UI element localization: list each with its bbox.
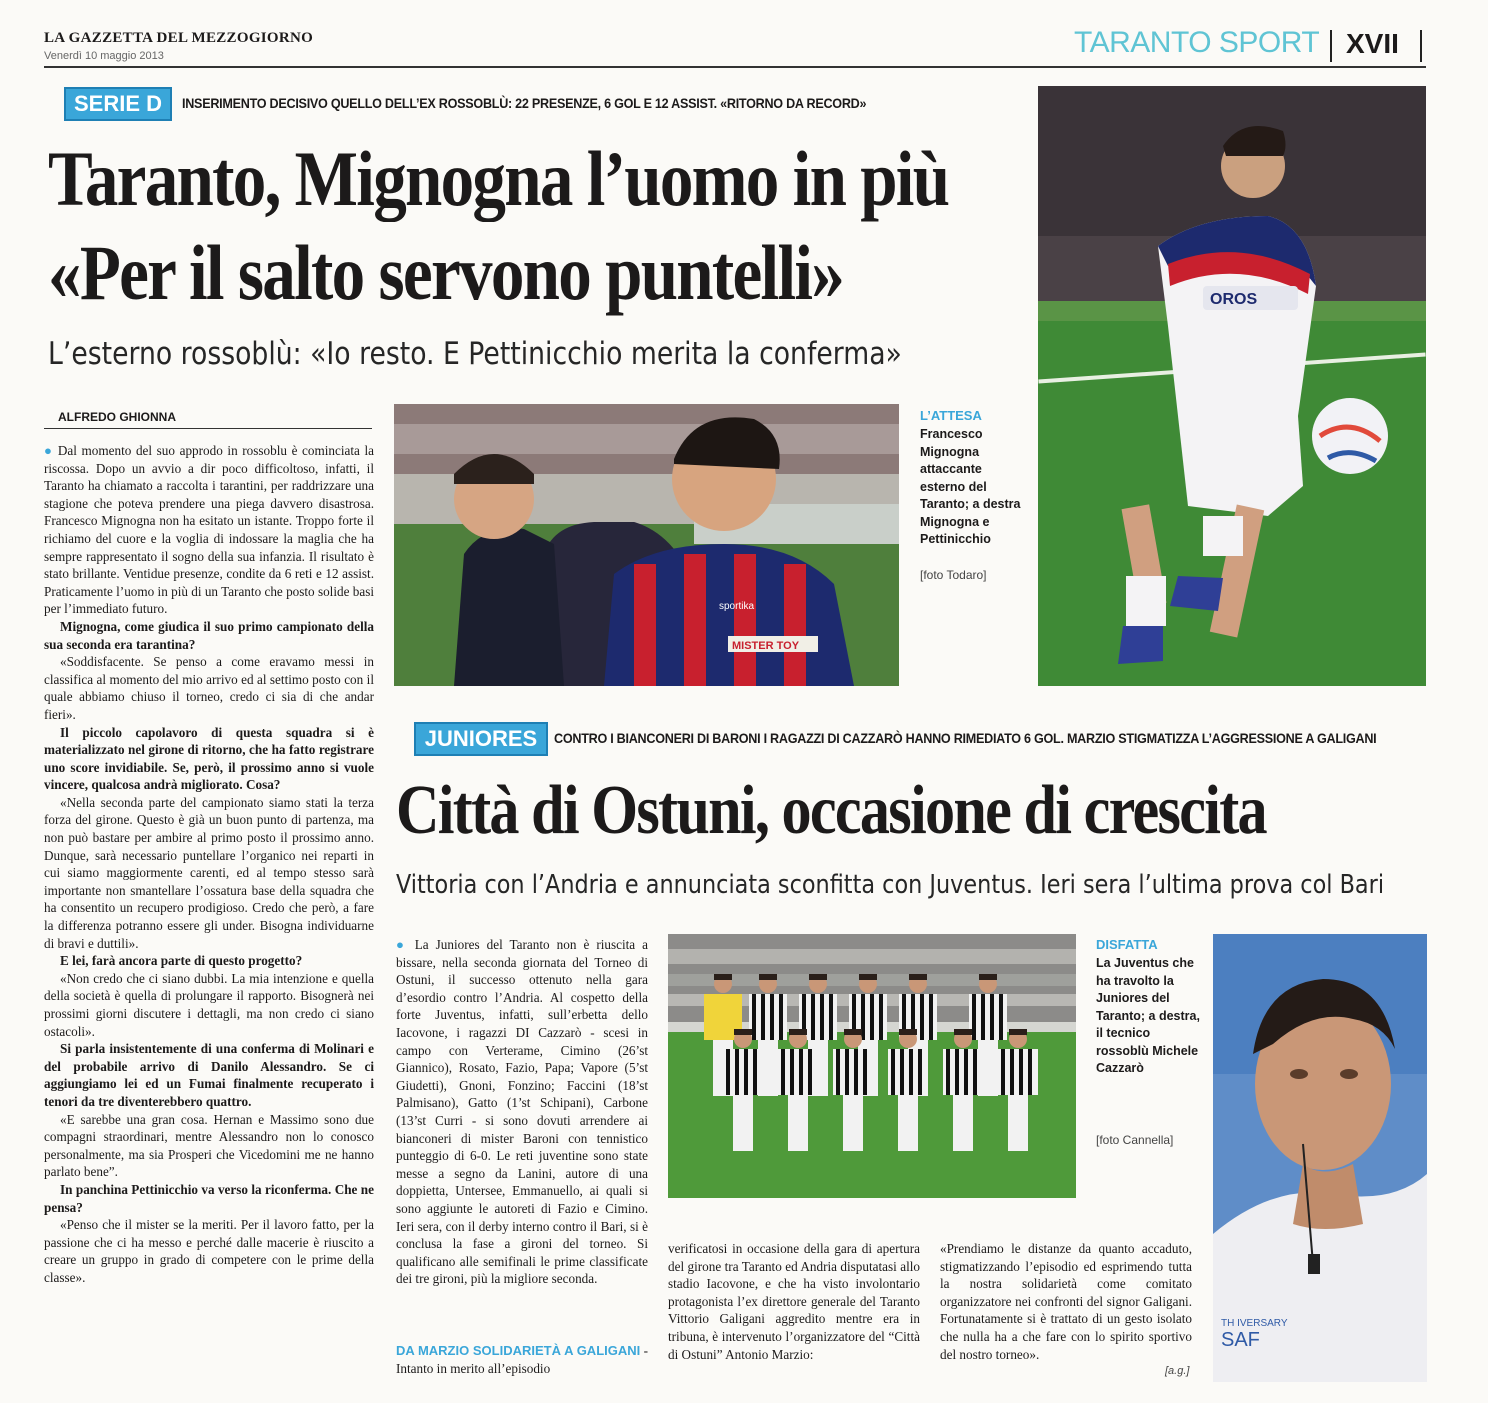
article-body [396, 936, 648, 1288]
bullet-icon: ● [44, 443, 58, 458]
photo-juventus-team [668, 934, 1076, 1198]
body-text: «Nella seconda parte del campionato siamo stati la terza forza del girone. Questo è già un buon punto di partenza, ma non può bastare per ambire al primo posto il prossimo anno. Dunque, sarà necessario puntellare l’organico nei reparti in cui siamo maggiormente carenti, ed al tempo stesso sarà importante non smantellare l’ossatura base della squadra che ha consentito un recupero prodigioso. Credo che però, a fare la differenza potranno essere gli under. Bisogna individuarne di bravi e duttili». [44, 794, 374, 951]
caption-text: La Juventus che ha travolto la Juniores del Taranto; a destra, il tecnico rossoblù Michele Cazzarò [1096, 956, 1200, 1075]
article-body: verificatosi in occasione della gara di apertura del girone tra Taranto ed Andria disputatasi allo stadio Iacovone, e che ha visto involontario protagonista l’ex direttore generale del Taranto Vittorio Galigani aggredito mentre era in tribuna, è intervenuto l’organizzatore del “Città di Ostuni” Antonio Marzio: [668, 1241, 920, 1362]
interview-answer [44, 1111, 374, 1181]
subheadline: Vittoria con l’Andria e annunciata sconfitta con Juventus. Ieri sera l’ultima prova col Bari [396, 870, 1385, 900]
interview-answer [44, 794, 374, 952]
body-text: -Intanto in merito all’episodio [396, 1343, 648, 1376]
section-title: TARANTO SPORT [1074, 26, 1320, 59]
separator [1330, 30, 1332, 62]
body-text: In panchina Pettinicchio va verso la riconferma. Che ne pensa? [44, 1181, 374, 1215]
story-kicker: INSERIMENTO DECISIVO QUELLO DELL’EX ROSSOBLÙ: 22 PRESENZE, 6 GOL E 12 ASSIST. «RITORNO DA RECORD» [182, 95, 867, 111]
player-sponsor-text: OROS [1210, 291, 1258, 308]
headline: Taranto, Mignogna l’uomo in più [48, 135, 949, 222]
interview-answer [44, 1216, 374, 1286]
sidebar-paragraph [396, 1342, 648, 1377]
side-heading: DA MARZIO SOLIDARIETÀ A GALIGANI [396, 1343, 641, 1358]
body-text: «Soddisfacente. Se penso a come eravamo messi in classifica al momento del mio arrivo ed al settimo posto con il quale abbiamo chiuso il torneo, credo ci sia di che andar fieri». [44, 654, 374, 722]
body-text: Mignogna, come giudica il suo primo campionato della sua seconda era tarantina? [44, 618, 374, 652]
body-text: Il piccolo capolavoro di questa squadra si è materializzato nel girone di ritorno, che ha fatto registrare uno score invidiabile. Se, però, il prossimo anno si vuole vincere, qualcosa andrà migliorato. Cosa? [44, 724, 374, 793]
category-tag: JUNIORES [414, 722, 548, 756]
photo-mignogna-pettinicchio [394, 404, 899, 686]
interview-question [44, 618, 374, 653]
article-body [44, 442, 374, 1382]
headline-quote: «Per il salto servono puntelli» [48, 229, 844, 316]
caption-title: DISFATTA [1096, 937, 1158, 952]
shirt-sponsor-text: MISTER TOY [732, 640, 800, 652]
photo-cazzaro [1213, 934, 1427, 1382]
headline: Città di Ostuni, occasione di crescita [396, 772, 1266, 849]
logo-subtext: TH IVERSARY [1221, 1318, 1288, 1329]
photo-credit: [foto Cannella] [1096, 1133, 1174, 1147]
subheadline: L’esterno rossoblù: «Io resto. E Pettinicchio merita la conferma» [48, 336, 902, 372]
page-number: XVII [1346, 28, 1399, 59]
caption-text: Francesco Mignogna attaccante esterno del Taranto; a destra Mignogna e Pettinicchio [920, 427, 1021, 546]
signature: [a.g.] [1165, 1365, 1190, 1377]
body-text: «Penso che il mister se la meriti. Per il lavoro fatto, per la passione che ci ha messo e perché dalle macerie è riuscito a creare un gruppo in grado di competere con le prime della classe». [44, 1217, 374, 1285]
interview-answer [44, 970, 374, 1040]
interview-answer [44, 653, 374, 723]
kit-brand-text: sportika [719, 601, 755, 612]
issue-date: Venerdì 10 maggio 2013 [44, 50, 164, 62]
interview-question [44, 1040, 374, 1110]
lead-paragraph [44, 442, 374, 618]
body-text: La Juniores del Taranto non è riuscita a bissare, nella seconda giornata del Torneo di Ostuni, il successo ottenuto nella gara d’esordio contro l’Andria. Al cospetto della forte Juventus, infatti, sull’erbetta dello Iacovone, i ragazzi DI Cazzarò - scesi in campo con Verterame, Cimino (26’st Giannico), Rosato, Fazio, Papa; Vapore (5’st Giudetti), Gnoni, Fonzino; Faccini (18’st Palmisano), Gatto (1’st Schipani), Carbone (13’st Curri - si sono dovuti arrendere ai bianconeri di mister Baroni con tennistico punteggio di 6-0. Le reti juventine sono state messe a segno da Lanini, autore di una doppietta, Untersee, Emmanuello, ai quali si sono aggiunte le autoreti di Fazio e Cimino. Ieri sera, con il derby interno contro il Bari, si è conclusa la fase a gironi del torneo. Si qualificano alle semifinali le prime classificate dei tre gironi, più la migliore seconda. [396, 937, 649, 1287]
article-body: «Prendiamo le distanze da quanto accaduto, stigmatizzando l’episodio ed esprimendo tutta la nostra solidarietà come comitato organizzatore nei confronti del signor Galigani. Fortunatamente si è trattato di un gesto isolato che nulla ha a che fare con lo spirito sportivo del nostro torneo». [940, 1241, 1192, 1362]
header-rule [44, 66, 1426, 68]
photo-credit: [foto Todaro] [920, 568, 987, 582]
body-text: «Non credo che ci siano dubbi. La mia intenzione e quella della società è quella di prolungare il rapporto. Bisognerà nei prossimi giorni discutere i dettagli, ma non credo ci siano ostacoli». [44, 970, 374, 1039]
body-text: Dal momento del suo approdo in rossoblu è cominciata la riscossa. Dopo un avvio a dir poco difficoltoso, infatti, il Taranto ha chiamato a raccolta i tarantini, per raddrizzare una stagione che poteva prendere una piega davvero disastrosa. Francesco Mignogna non ha esitato un istante. Troppo forte il richiamo del cuore e la voglia di indossare la maglia che ha sempre rappresentato il sogno della sua infanzia. Il risultato è stato brillante. Ventidue presenze, condite da 6 reti e 12 assist. Praticamente l’uomo in più di un Taranto che posto solide basi per l’immediato futuro. [44, 443, 375, 617]
body-text: «E sarebbe una gran cosa. Hernan e Massimo sono due compagni straordinari, mentre Alessandro non lo conosco personalmente, ma sia Prosperi che Vicedomini me ne hanno parlato bene”. [44, 1111, 374, 1180]
interview-question [44, 952, 374, 970]
newspaper-name: LA GAZZETTA DEL MEZZOGIORNO [44, 30, 314, 46]
logo-text: SAF [1221, 1329, 1260, 1351]
body-text: E lei, farà ancora parte di questo progetto? [60, 953, 303, 969]
story-kicker: CONTRO I BIANCONERI DI BARONI I RAGAZZI DI CAZZARÒ HANNO RIMEDIATO 6 GOL. MARZIO STIGMATIZZA L’AGGRESSIONE A GALIGANI [554, 730, 1377, 746]
separator [1420, 30, 1422, 62]
caption-title: L’ATTESA [920, 408, 982, 423]
bullet-icon: ● [396, 937, 408, 952]
interview-question [44, 1181, 374, 1216]
body-text: Si parla insistentemente di una conferma di Molinari e del probabile arrivo di Danilo Alessandro. Se ci aggiungiamo lei ed un Fumai finalmente recuperato i tenori da tre diventerebbero quattro. [44, 1041, 374, 1109]
interview-question [44, 724, 374, 794]
byline-rule [44, 428, 372, 429]
byline: ALFREDO GHIONNA [58, 410, 176, 424]
photo-mignogna-action [1038, 86, 1426, 686]
category-tag: SERIE D [64, 87, 172, 121]
